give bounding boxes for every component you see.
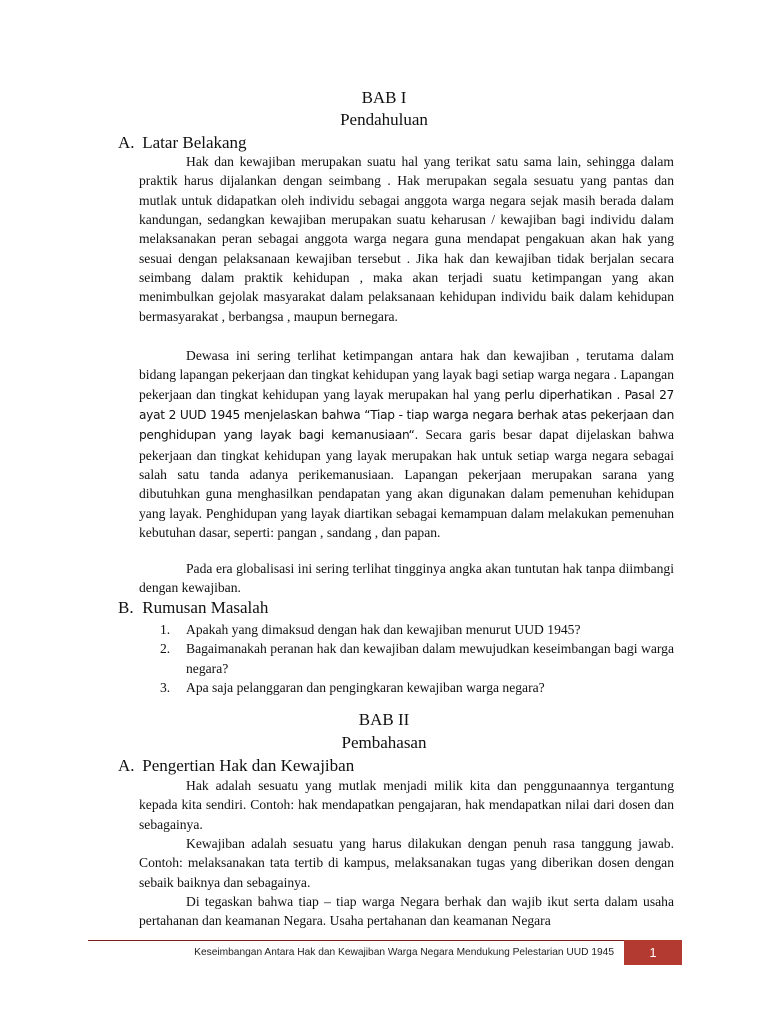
section-label: A. bbox=[118, 756, 135, 775]
paragraph: Pada era globalisasi ini sering terlihat tingginya angka akan tuntutan hak tanpa diimbangi dengan kewajiban. bbox=[139, 561, 674, 596]
paragraph: Hak adalah sesuatu yang mutlak menjadi milik kita dan penggunaannya tergantung kepada kita sendiri. Contoh: hak mendapatkan pengajaran, hak mendapatkan nilai dari dosen dan sebagainya. bbox=[139, 778, 674, 832]
paragraph: Di tegaskan bahwa tiap – tiap warga Negara berhak dan wajib ikut serta dalam usaha pertahanan dan keamanan Negara. Usaha pertahanan dan keamanan Negara bbox=[139, 894, 674, 929]
list-number: 1. bbox=[160, 622, 171, 637]
list-text: Apakah yang dimaksud dengan hak dan kewajiban menurut UUD 1945? bbox=[186, 622, 581, 637]
chapter-subtitle: Pendahuluan bbox=[340, 110, 428, 129]
problem-list bbox=[139, 620, 674, 697]
list-item bbox=[139, 639, 674, 678]
footer-running-title: Keseimbangan Antara Hak dan Kewajiban Warga Negara Mendukung Pelestarian UUD 1945 bbox=[194, 947, 614, 958]
section-title: Latar Belakang bbox=[142, 133, 247, 152]
section-title: Pengertian Hak dan Kewajiban bbox=[142, 756, 355, 775]
section-heading-rumusan-masalah bbox=[118, 598, 268, 618]
chapter-title: BAB II bbox=[358, 710, 410, 729]
list-item bbox=[139, 678, 674, 697]
paragraph: Kewajiban adalah sesuatu yang harus dilakukan dengan penuh rasa tanggung jawab. Contoh: melaksanakan tata tertib di kampus, melaksanakan tugas yang diberikan dosen dengan sebaik baiknya dan sebagainya. bbox=[139, 836, 674, 890]
chapter-title: BAB I bbox=[361, 88, 407, 107]
quoted-article-text: perlu diperhatikan . Pasal 27 ayat 2 UUD 1945 menjelaskan bahwa “Tiap - tiap warga negara berhak atas pekerjaan dan penghidupan yang layak bagi kemanusiaan“. bbox=[139, 387, 674, 443]
list-number: 2. bbox=[160, 641, 171, 657]
paragraph-text: Dewasa ini sering terlihat ketimpangan antara hak dan kewajiban , terutama dalam bidang lapangan pekerjaan dan tingkat kehidupan yang layak bagi setiap warga negara . Lapangan pekerjaan dan tingkat kehidupan yang layak merupakan hal yang bbox=[139, 348, 674, 402]
list-item bbox=[139, 620, 674, 639]
footer-divider bbox=[88, 940, 624, 941]
section-label: B. bbox=[118, 598, 134, 617]
section-title: Rumusan Masalah bbox=[142, 598, 269, 617]
list-text: Apa saja pelanggaran dan pengingkaran kewajiban warga negara? bbox=[186, 680, 545, 696]
chapter-subtitle: Pembahasan bbox=[341, 733, 427, 752]
paragraph-text: Secara garis besar dapat dijelaskan bahwa pekerjaan dan tingkat kehidupan yang layak merupakan hak untuk setiap warga negara sebagai salah satu tanda adanya perikemanusiaan. Lapangan pekerjaan merupakan sarana yang dibutuhkan guna menghasilkan pendapatan yang akan digunakan dalam pemenuhan kehidupan yang layak. Penghidupan yang layak diartikan sebagai kemampuan dalam melakukan pemenuhan kebutuhan dasar, seperti: pangan , sandang , dan papan. bbox=[139, 427, 674, 541]
paragraph: Hak dan kewajiban merupakan suatu hal yang terikat satu sama lain, sehingga dalam praktik harus dijalankan dengan seimbang . Hak merupakan segala sesuatu yang pantas dan mutlak untuk didapatkan oleh individu sebagai anggota warga negara sejak masih berada dalam kandungan, sedangkan kewajiban merupakan suatu keharusan / kewajiban bagi individu dalam melaksanakan peran sebagai anggota warga negara guna mendapat pengakuan akan hak yang sesuai dengan pelaksanaan kewajiban tersebut . Jika hak dan kewajiban tidak berjalan secara seimbang dalam praktik kehidupan , maka akan terjadi suatu ketimpangan yang akan menimbulkan gejolak masyarakat dalam pelaksanaan kehidupan individu baik dalam kehidupan bermasyarakat , berbangsa , maupun bernegara. bbox=[139, 154, 674, 324]
paragraph bbox=[139, 346, 674, 542]
list-number: 3. bbox=[160, 680, 171, 696]
section-label: A. bbox=[118, 133, 135, 152]
section-heading-pengertian bbox=[118, 756, 354, 776]
page-number: 1 bbox=[624, 940, 682, 965]
section-heading-latar-belakang bbox=[118, 133, 247, 153]
list-text: Bagaimanakah peranan hak dan kewajiban dalam mewujudkan keseimbangan bagi warga negara? bbox=[186, 641, 674, 676]
